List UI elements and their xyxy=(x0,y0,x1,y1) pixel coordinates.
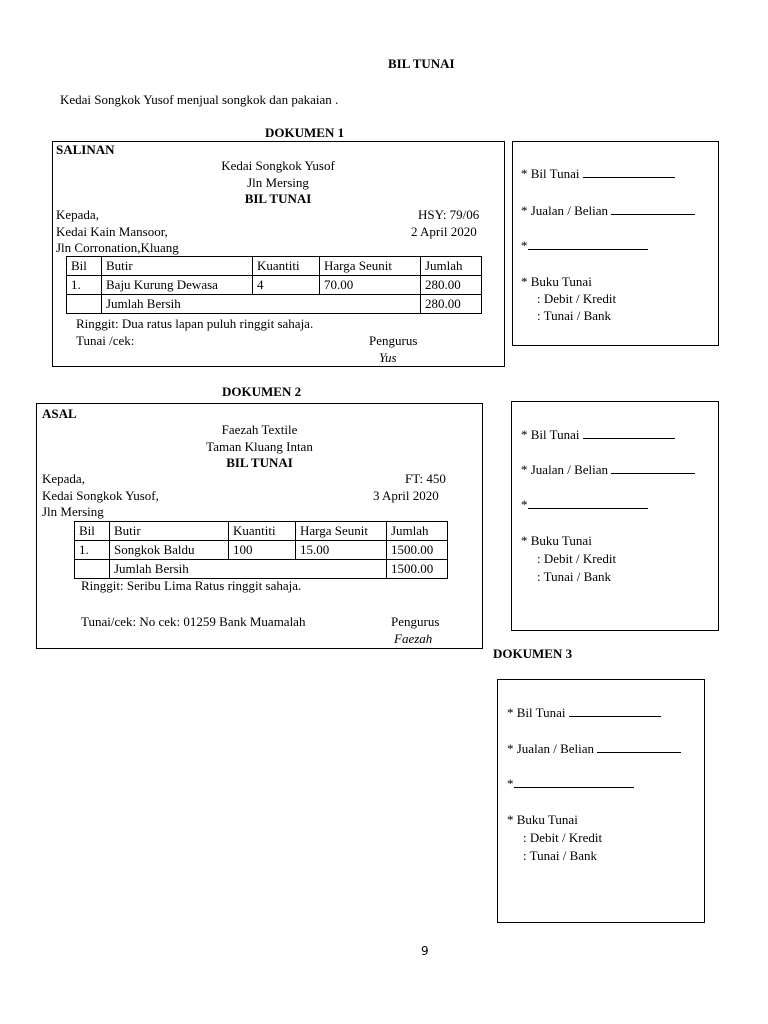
cell-kuantiti: 100 xyxy=(229,541,296,560)
document-2-receipt xyxy=(36,403,483,649)
company-address: Taman Kluang Intan xyxy=(206,439,313,454)
header-bil: Bil xyxy=(67,257,102,276)
blank-line[interactable] xyxy=(611,473,695,474)
table-header-row xyxy=(67,257,482,276)
blank-line[interactable] xyxy=(583,177,675,178)
header-bil: Bil xyxy=(75,522,110,541)
bil-tunai-field: * Bil Tunai xyxy=(521,166,675,182)
manager-label: Pengurus xyxy=(369,333,418,348)
blank-line[interactable] xyxy=(528,508,648,509)
header-butir: Butir xyxy=(110,522,229,541)
items-table xyxy=(74,521,448,579)
cell-butir: Songkok Baldu xyxy=(110,541,229,560)
header-harga: Harga Seunit xyxy=(296,522,387,541)
table-header-row xyxy=(75,522,448,541)
answer-box-3 xyxy=(497,679,705,923)
cell-kuantiti: 4 xyxy=(253,276,320,295)
blank-line[interactable] xyxy=(528,249,648,250)
blank-line[interactable] xyxy=(583,438,675,439)
intro-text: Kedai Songkok Yusof menjual songkok dan pakaian . xyxy=(60,92,339,107)
tunai-bank-option: : Tunai / Bank xyxy=(523,848,598,863)
company-address: Jln Mersing xyxy=(247,175,309,190)
header-jumlah: Jumlah xyxy=(387,522,448,541)
header-jumlah: Jumlah xyxy=(421,257,482,276)
header-kuantiti: Kuantiti xyxy=(229,522,296,541)
jualan-belian-field: * Jualan / Belian xyxy=(521,462,695,478)
debit-kredit-option: : Debit / Kredit xyxy=(537,551,617,566)
entry-field: * xyxy=(507,776,634,792)
bil-tunai-field: * Bil Tunai xyxy=(507,705,661,721)
signature: Faezah xyxy=(394,631,433,646)
receipt-date: 3 April 2020 xyxy=(373,488,439,503)
jualan-belian-field: * Jualan / Belian xyxy=(521,203,695,219)
payment-method: Tunai /cek: xyxy=(76,333,135,348)
doc-type: BIL TUNAI xyxy=(226,455,293,470)
bil-tunai-field: * Bil Tunai xyxy=(521,427,675,443)
cell-bil: 1. xyxy=(75,541,110,560)
total-label: Jumlah Bersih xyxy=(102,295,421,314)
manager-label: Pengurus xyxy=(391,614,440,629)
copy-type: ASAL xyxy=(42,406,77,421)
doc-type: BIL TUNAI xyxy=(244,191,312,206)
ringgit-text: Ringgit: Seribu Lima Ratus ringgit sahaja. xyxy=(81,578,302,593)
cell-harga: 70.00 xyxy=(320,276,421,295)
recipient-name: Kedai Kain Mansoor, xyxy=(56,224,168,239)
recipient-name: Kedai Songkok Yusof, xyxy=(42,488,159,503)
reference-number: HSY: 79/06 xyxy=(418,207,480,222)
answer-box-2 xyxy=(511,401,719,631)
total-label: Jumlah Bersih xyxy=(110,560,387,579)
blank-line[interactable] xyxy=(597,752,681,753)
company-name: Faezah Textile xyxy=(221,422,298,437)
cell-bil: 1. xyxy=(67,276,102,295)
buku-tunai-label: * Buku Tunai xyxy=(507,812,578,827)
document-1-receipt xyxy=(52,141,505,367)
header-butir: Butir xyxy=(102,257,253,276)
debit-kredit-option: : Debit / Kredit xyxy=(523,830,603,845)
table-row xyxy=(67,276,482,295)
document-3-heading: DOKUMEN 3 xyxy=(493,646,573,661)
document-1-heading: DOKUMEN 1 xyxy=(265,125,345,140)
table-row xyxy=(75,541,448,560)
total-value: 1500.00 xyxy=(387,560,448,579)
page-title: BIL TUNAI xyxy=(388,56,455,71)
to-label: Kepada, xyxy=(42,471,85,486)
buku-tunai-label: * Buku Tunai xyxy=(521,274,592,289)
recipient-address: Jln Mersing xyxy=(42,504,104,519)
cell-jumlah: 1500.00 xyxy=(387,541,448,560)
tunai-bank-option: : Tunai / Bank xyxy=(537,569,612,584)
header-harga: Harga Seunit xyxy=(320,257,421,276)
cell-butir: Baju Kurung Dewasa xyxy=(102,276,253,295)
recipient-address: Jln Corronation,Kluang xyxy=(56,240,179,255)
to-label: Kepada, xyxy=(56,207,99,222)
items-table xyxy=(66,256,482,314)
total-row xyxy=(75,560,448,579)
cell-harga: 15.00 xyxy=(296,541,387,560)
signature: Yus xyxy=(379,350,397,365)
jualan-belian-field: * Jualan / Belian xyxy=(507,741,681,757)
answer-box-1 xyxy=(512,141,719,346)
entry-field: * xyxy=(521,497,648,513)
entry-field: * xyxy=(521,238,648,254)
tunai-bank-option: : Tunai / Bank xyxy=(537,308,612,323)
reference-number: FT: 450 xyxy=(405,471,446,486)
copy-type: SALINAN xyxy=(56,142,115,157)
payment-method: Tunai/cek: No cek: 01259 Bank Muamalah xyxy=(81,614,306,629)
blank-line[interactable] xyxy=(569,716,661,717)
blank-line[interactable] xyxy=(514,787,634,788)
total-value: 280.00 xyxy=(421,295,482,314)
document-2-heading: DOKUMEN 2 xyxy=(222,384,302,399)
blank-line[interactable] xyxy=(611,214,695,215)
total-row xyxy=(67,295,482,314)
buku-tunai-label: * Buku Tunai xyxy=(521,533,592,548)
receipt-date: 2 April 2020 xyxy=(411,224,477,239)
page-number: 9 xyxy=(421,944,429,958)
header-kuantiti: Kuantiti xyxy=(253,257,320,276)
ringgit-text: Ringgit: Dua ratus lapan puluh ringgit sahaja. xyxy=(76,316,314,331)
debit-kredit-option: : Debit / Kredit xyxy=(537,291,617,306)
cell-jumlah: 280.00 xyxy=(421,276,482,295)
company-name: Kedai Songkok Yusof xyxy=(221,158,335,173)
